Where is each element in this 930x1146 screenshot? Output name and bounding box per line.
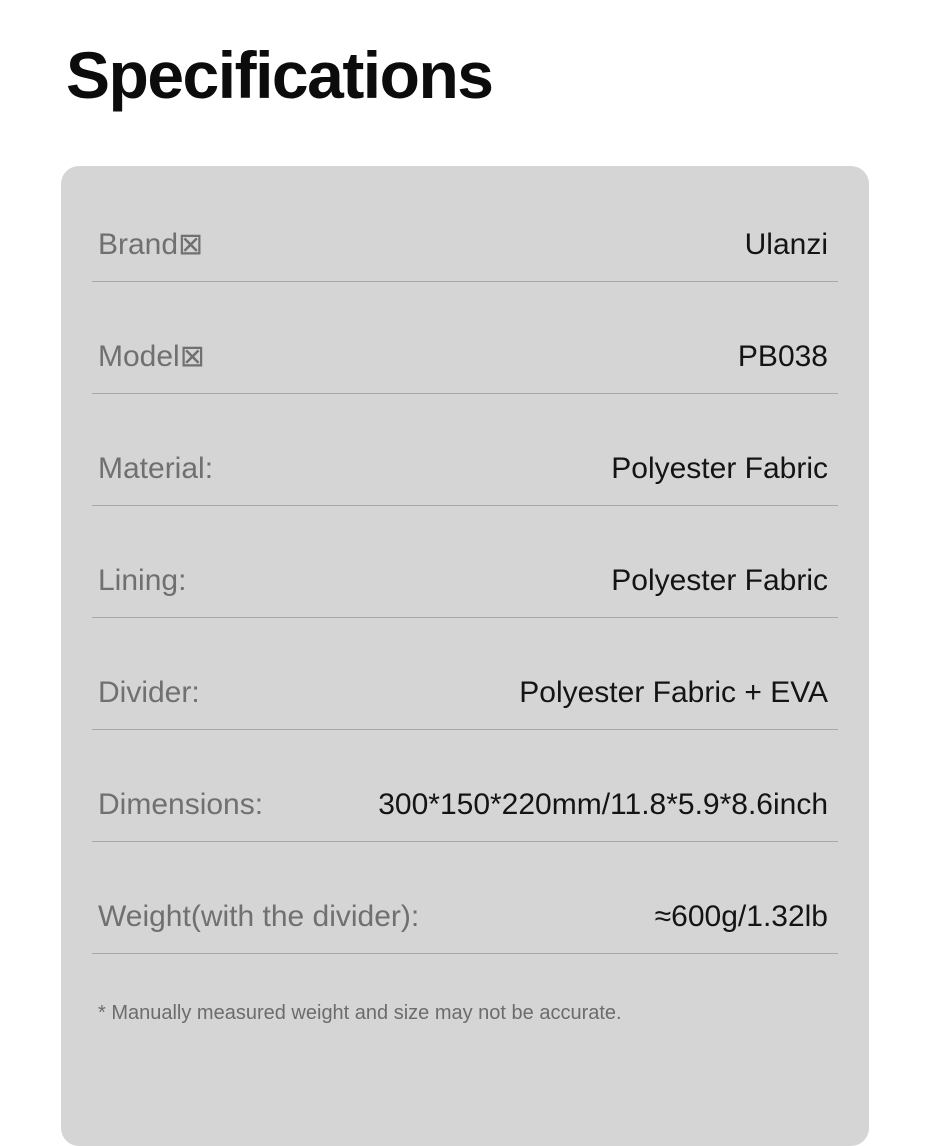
spec-value-divider: Polyester Fabric + EVA xyxy=(519,676,828,709)
spec-label-lining: Lining: xyxy=(98,564,187,597)
spec-row-divider xyxy=(92,618,838,730)
spec-label-brand: Brand⊠ xyxy=(98,228,204,261)
specifications-card xyxy=(61,166,869,1146)
spec-label-model: Model⊠ xyxy=(98,340,205,373)
spec-row-material xyxy=(92,394,838,506)
spec-value-weight: ≈600g/1.32lb xyxy=(654,900,828,933)
spec-value-lining: Polyester Fabric xyxy=(611,564,828,597)
spec-label-weight: Weight(with the divider): xyxy=(98,900,420,933)
spec-value-model: PB038 xyxy=(737,340,828,373)
spec-row-weight xyxy=(92,842,838,954)
spec-value-dimensions: 300*150*220mm/11.8*5.9*8.6inch xyxy=(378,788,828,821)
spec-value-brand: Ulanzi xyxy=(744,228,828,261)
spec-value-material: Polyester Fabric xyxy=(611,452,828,485)
spec-label-dimensions: Dimensions: xyxy=(98,788,264,821)
spec-row-brand xyxy=(92,170,838,282)
spec-row-lining xyxy=(92,506,838,618)
measurement-disclaimer-note: * Manually measured weight and size may not be accurate. xyxy=(98,1002,622,1024)
page-title: Specifications xyxy=(66,38,493,112)
spec-label-material: Material: xyxy=(98,452,214,485)
spec-label-divider: Divider: xyxy=(98,676,200,709)
spec-row-model xyxy=(92,282,838,394)
spec-row-dimensions xyxy=(92,730,838,842)
